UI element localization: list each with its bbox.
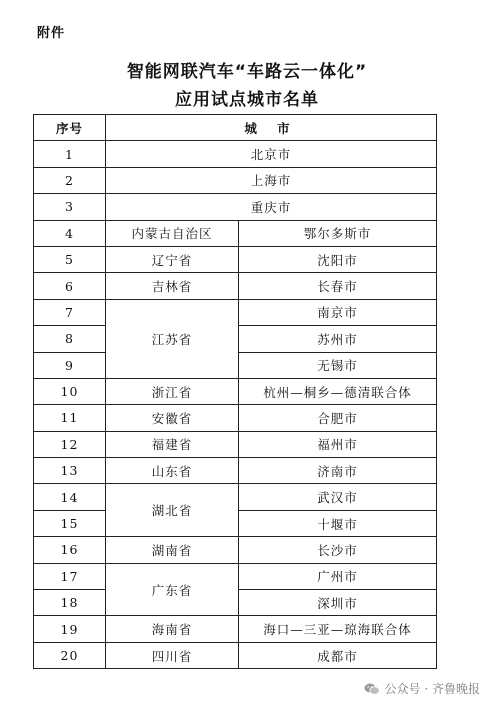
row-city: 上海市 (106, 167, 437, 193)
row-number: 2 (34, 167, 106, 193)
row-city: 北京市 (106, 141, 437, 167)
table-row (34, 167, 437, 193)
row-city: 杭州—桐乡—德清联合体 (239, 378, 437, 404)
row-city: 武汉市 (239, 484, 437, 510)
table-row (34, 405, 437, 431)
row-number: 8 (34, 326, 106, 352)
row-province: 山东省 (106, 458, 239, 484)
row-number: 20 (34, 642, 106, 668)
row-province: 辽宁省 (106, 246, 239, 272)
row-province: 江苏省 (106, 299, 239, 378)
row-city: 成都市 (239, 642, 437, 668)
row-province: 内蒙古自治区 (106, 220, 239, 246)
pilot-cities-table (33, 114, 437, 669)
row-city: 重庆市 (106, 194, 437, 220)
header-city: 城 市 (106, 115, 437, 141)
row-city: 广州市 (239, 563, 437, 589)
table-row (34, 378, 437, 404)
row-number: 15 (34, 510, 106, 536)
row-province: 吉林省 (106, 273, 239, 299)
row-city: 福州市 (239, 431, 437, 457)
row-city: 长沙市 (239, 537, 437, 563)
row-city: 深圳市 (239, 590, 437, 616)
table-row (34, 246, 437, 272)
row-number: 4 (34, 220, 106, 246)
row-city: 鄂尔多斯市 (239, 220, 437, 246)
row-number: 12 (34, 431, 106, 457)
row-province: 湖南省 (106, 537, 239, 563)
row-province: 四川省 (106, 642, 239, 668)
wechat-icon (364, 683, 380, 695)
table-row (34, 299, 437, 325)
document-title-line-1: 智能网联汽车“车路云一体化” (126, 62, 368, 82)
row-number: 13 (34, 458, 106, 484)
watermark-text: 公众号 · 齐鲁晚报 (384, 682, 480, 696)
row-city: 济南市 (239, 458, 437, 484)
row-city: 无锡市 (239, 352, 437, 378)
row-city: 苏州市 (239, 326, 437, 352)
row-province: 浙江省 (106, 378, 239, 404)
row-city: 长春市 (239, 273, 437, 299)
row-number: 18 (34, 590, 106, 616)
row-city: 十堰市 (239, 510, 437, 536)
row-city: 沈阳市 (239, 246, 437, 272)
table-row (34, 273, 437, 299)
row-city: 合肥市 (239, 405, 437, 431)
row-province: 安徽省 (106, 405, 239, 431)
row-number: 5 (34, 246, 106, 272)
table-row (34, 431, 437, 457)
row-number: 19 (34, 616, 106, 642)
row-province: 海南省 (106, 616, 239, 642)
table-row (34, 537, 437, 563)
row-number: 7 (34, 299, 106, 325)
row-city: 南京市 (239, 299, 437, 325)
row-province: 广东省 (106, 563, 239, 616)
row-number: 16 (34, 537, 106, 563)
row-number: 10 (34, 378, 106, 404)
table-row (34, 616, 437, 642)
row-number: 9 (34, 352, 106, 378)
row-province: 福建省 (106, 431, 239, 457)
row-number: 6 (34, 273, 106, 299)
table-header-row (34, 115, 437, 141)
header-no: 序号 (34, 115, 106, 141)
row-number: 14 (34, 484, 106, 510)
row-city: 海口—三亚—琼海联合体 (239, 616, 437, 642)
table-row (34, 458, 437, 484)
document-title-line-2: 应用试点城市名单 (175, 90, 319, 110)
table-row (34, 563, 437, 589)
table-row (34, 484, 437, 510)
table-row (34, 194, 437, 220)
row-province: 湖北省 (106, 484, 239, 537)
table-row (34, 642, 437, 668)
row-number: 17 (34, 563, 106, 589)
table-row (34, 141, 437, 167)
attachment-label: 附件 (37, 26, 66, 41)
table-row (34, 220, 437, 246)
row-number: 1 (34, 141, 106, 167)
row-number: 3 (34, 194, 106, 220)
watermark (364, 680, 480, 697)
row-number: 11 (34, 405, 106, 431)
